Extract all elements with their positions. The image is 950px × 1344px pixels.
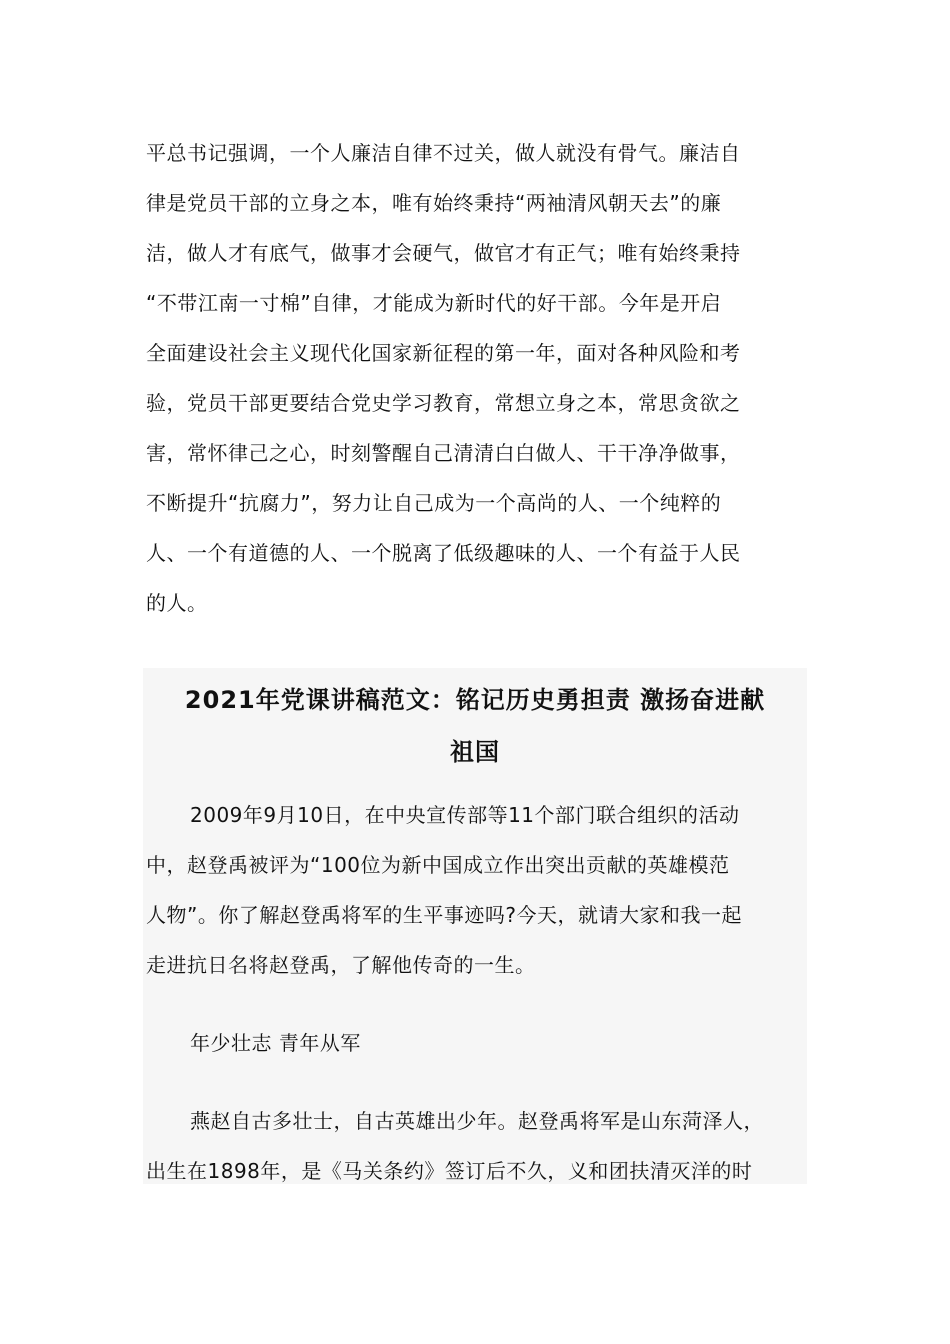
section-subheading: 年少壮志 青年从军 [190, 1031, 361, 1055]
text-line: 走进抗日名将赵登禹，了解他传奇的一生。 [146, 953, 536, 977]
article-section [143, 668, 807, 1184]
paragraph-gap [146, 1072, 806, 1100]
text-line: 洁，做人才有底气，做事才会硬气，做官才有正气；唯有始终秉持 [146, 241, 741, 265]
article-title [143, 668, 807, 778]
article-body [146, 794, 806, 1200]
paragraph-gap [146, 994, 806, 1022]
text-line: 中，赵登禹被评为“100位为新中国成立作出突出贡献的英雄模范 [146, 853, 730, 877]
text-line: 人物”。你了解赵登禹将军的生平事迹吗?今天，就请大家和我一起 [146, 903, 742, 927]
intro-paragraph [146, 132, 806, 632]
text-line: 不断提升“抗腐力”，努力让自己成为一个高尚的人、一个纯粹的 [146, 491, 722, 515]
article-title-line: 2021年党课讲稿范文：铭记历史勇担责 激扬奋进献 [184, 686, 766, 714]
text-line: 2009年9月10日，在中央宣传部等11个部门联合组织的活动 [190, 803, 740, 827]
text-line: 人、一个有道德的人、一个脱离了低级趣味的人、一个有益于人民 [146, 541, 741, 565]
article-title-line: 祖国 [450, 738, 500, 766]
text-line: 的人。 [146, 591, 208, 615]
text-line: “不带江南一寸棉”自律，才能成为新时代的好干部。今年是开启 [146, 291, 722, 315]
text-line: 律是党员干部的立身之本，唯有始终秉持“两袖清风朝天去”的廉 [146, 191, 722, 215]
text-line: 平总书记强调，一个人廉洁自律不过关，做人就没有骨气。廉洁自 [146, 141, 741, 165]
text-line: 出生在1898年，是《马关条约》签订后不久，义和团扶清灭洋的时 [146, 1159, 753, 1183]
text-line: 害，常怀律己之心，时刻警醒自己清清白白做人、干干净净做事， [146, 441, 741, 465]
text-line: 验，党员干部更要结合党史学习教育，常想立身之本，常思贪欲之 [146, 391, 741, 415]
text-line: 全面建设社会主义现代化国家新征程的第一年，面对各种风险和考 [146, 341, 741, 365]
text-line: 燕赵自古多壮士，自古英雄出少年。赵登禹将军是山东菏泽人， [190, 1109, 764, 1133]
